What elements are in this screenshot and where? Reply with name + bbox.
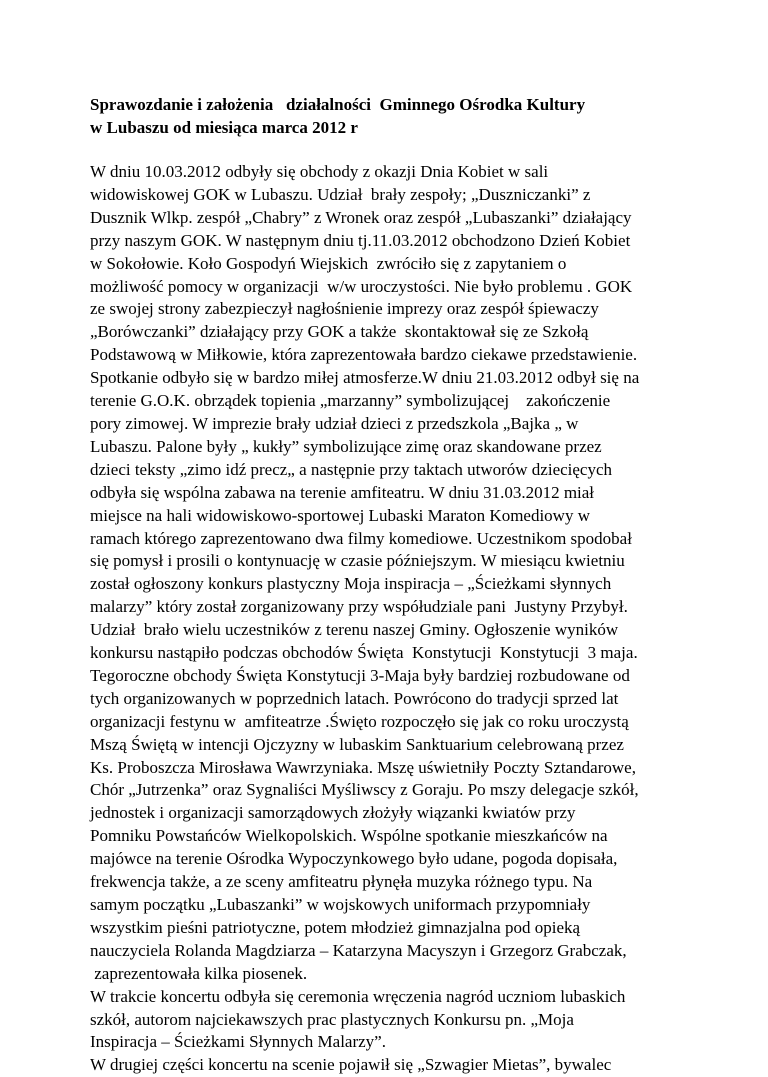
- body-line: został ogłoszony konkurs plastyczny Moja inspiracja – „Ścieżkami słynnych: [90, 574, 612, 594]
- body-line: frekwencja także, a ze sceny amfiteatru płynęła muzyka różnego typu. Na: [90, 872, 593, 892]
- body-line: Dusznik Wlkp. zespół „Chabry” z Wronek oraz zespół „Lubaszanki” działający: [90, 207, 632, 227]
- title-line: Sprawozdanie i założenia działalności Gminnego Ośrodka Kultury: [90, 95, 586, 114]
- body-line: Tegoroczne obchody Święta Konstytucji 3-Maja były bardziej rozbudowane od: [90, 665, 630, 685]
- body-line: zaprezentowała kilka piosenek.: [90, 963, 308, 983]
- body-line: Ks. Proboszcza Mirosława Wawrzyniaka. Mszę uświetniły Poczty Sztandarowe,: [90, 757, 636, 777]
- body-line: Spotkanie odbyło się w bardzo miłej atmosferze.W dniu 21.03.2012 odbył się na: [90, 368, 640, 388]
- body-line: organizacji festynu w amfiteatrze .Święto rozpoczęło się jak co roku uroczystą: [90, 711, 629, 731]
- body-line: tych organizowanych w poprzednich latach. Powrócono do tradycji sprzed lat: [90, 688, 619, 708]
- body-line: pory zimowej. W imprezie brały udział dzieci z przedszkola „Bajka „ w: [90, 413, 579, 433]
- body-line: nauczyciela Rolanda Magdziarza – Katarzyna Macyszyn i Grzegorz Grabczak,: [90, 940, 627, 960]
- body-line: się pomysł i prosili o kontynuację w czasie późniejszym. W miesiącu kwietniu: [90, 551, 625, 571]
- body-line: widowiskowej GOK w Lubaszu. Udział brały zespoły; „Duszniczanki” z: [90, 184, 591, 204]
- body-line: dzieci teksty „zimo idź precz„ a następnie przy taktach utworów dziecięcych: [90, 459, 613, 479]
- body-line: Udział brało wielu uczestników z terenu naszej Gminy. Ogłoszenie wyników: [90, 620, 619, 640]
- body-line: Mszą Świętą w intencji Ojczyzny w lubaskim Sanktuarium celebrowaną przez: [90, 734, 624, 754]
- body-line: „Borówczanki” działający przy GOK a także skontaktował się ze Szkołą: [90, 322, 589, 342]
- body-line: Pomniku Powstańców Wielkopolskich. Wspólne spotkanie mieszkańców na: [90, 826, 608, 846]
- document-page: [90, 93, 710, 1077]
- body-line: W dniu 10.03.2012 odbyły się obchody z okazji Dnia Kobiet w sali: [90, 162, 549, 181]
- body-line: Inspiracja – Ścieżkami Słynnych Malarzy”.: [90, 1032, 386, 1052]
- body-line: samym początku „Lubaszanki” w wojskowych uniformach przypomniały: [90, 895, 591, 914]
- body-line: odbyła się wspólna zabawa na terenie amfiteatru. W dniu 31.03.2012 miał: [90, 482, 595, 502]
- body-line: ze swojej strony zabezpieczył nagłośnienie imprezy oraz zespół śpiewaczy: [90, 299, 599, 319]
- body-line: miejsce na hali widowiskowo-sportowej Lubaski Maraton Komediowy w: [90, 505, 590, 525]
- body-line: Lubaszu. Palone były „ kukły” symbolizujące zimę oraz skandowane przez: [90, 436, 602, 456]
- body-line: Podstawową w Miłkowie, która zaprezentowała bardzo ciekawe przedstawienie.: [90, 345, 638, 365]
- body-line: możliwość pomocy w organizacji w/w uroczystości. Nie było problemu . GOK: [90, 276, 633, 296]
- body-line: przy naszym GOK. W następnym dniu tj.11.03.2012 obchodzono Dzień Kobiet: [90, 230, 631, 250]
- body-line: terenie G.O.K. obrządek topienia „marzanny” symbolizującej zakończenie: [90, 391, 611, 411]
- document-title: [90, 93, 710, 139]
- body-line: majówce na terenie Ośrodka Wypoczynkowego było udane, pogoda dopisała,: [90, 849, 618, 869]
- body-line: W trakcie koncertu odbyła się ceremonia wręczenia nagród uczniom lubaskich: [90, 986, 626, 1006]
- body-line: jednostek i organizacji samorządowych złożyły wiązanki kwiatów przy: [90, 803, 576, 823]
- paragraph-gap: [90, 139, 710, 161]
- body-line: konkursu nastąpiło podczas obchodów Święta Konstytucji Konstytucji 3 maja.: [90, 643, 638, 663]
- body-line: Chór „Jutrzenka” oraz Sygnaliści Myśliwscy z Goraju. Po mszy delegacje szkół,: [90, 780, 639, 800]
- body-line: szkół, autorom najciekawszych prac plastycznych Konkursu pn. „Moja: [90, 1009, 574, 1029]
- body-line: W drugiej części koncertu na scenie pojawił się „Szwagier Mietas”, bywalec: [90, 1055, 612, 1075]
- document-body: [90, 161, 710, 1077]
- body-line: malarzy” który został zorganizowany przy współudziale pani Justyny Przybył.: [90, 597, 628, 617]
- body-line: w Sokołowie. Koło Gospodyń Wiejskich zwróciło się z zapytaniem o: [90, 253, 567, 273]
- body-line: wszystkim pieśni patriotyczne, potem młodzież gimnazjalna pod opieką: [90, 917, 581, 937]
- title-line: w Lubaszu od miesiąca marca 2012 r: [90, 118, 358, 137]
- body-line: ramach którego zaprezentowano dwa filmy komediowe. Uczestnikom spodobał: [90, 528, 632, 548]
